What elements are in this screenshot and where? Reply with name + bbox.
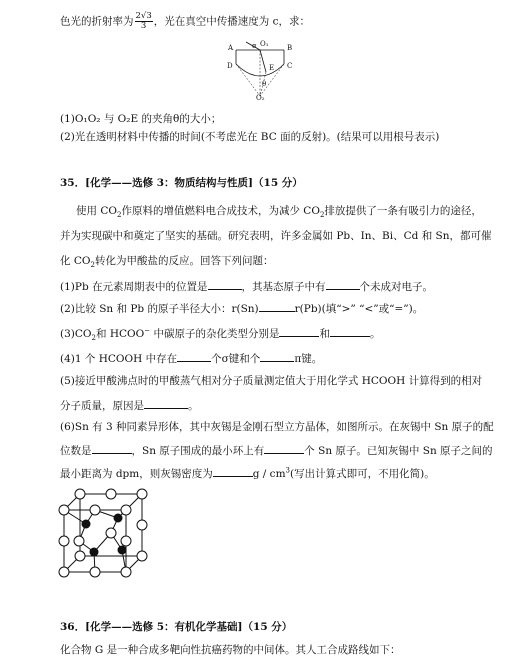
- text: 。: [188, 400, 199, 412]
- text: ，光在真空中传播速度为 c，求：: [153, 15, 310, 28]
- superscript: −: [144, 326, 151, 335]
- q36-heading: [60, 620, 292, 634]
- answer-blank[interactable]: [92, 443, 132, 454]
- text: 最小距离为 dpm，则灰锡密度为: [60, 468, 213, 480]
- text: (1)O₁O₂ 与 O₂E 的夹角θ的大小；: [60, 113, 222, 125]
- text: 和: [319, 328, 330, 340]
- label-C: C: [287, 62, 293, 70]
- fraction-two-root-three-over-three: [135, 12, 153, 31]
- answer-blank[interactable]: [144, 398, 188, 409]
- physics-line-refractive-index: [60, 12, 310, 31]
- text: 转化为甲酸盐的反应。回答下列问题：: [94, 255, 274, 267]
- subscript: 2: [90, 261, 95, 270]
- q35-intro-line3: [60, 254, 273, 268]
- text: 位数是: [60, 445, 92, 457]
- label-alpha: α: [252, 42, 257, 50]
- text: r(Pb)(填“>” “<”或“=”)。: [294, 303, 424, 315]
- q35-intro-line2: [60, 229, 492, 243]
- text: 中碳原子的杂化类型分别是: [150, 328, 280, 340]
- text: 化合物 G 是一种合成多靶向性抗癌药物的中间体。其人工合成路线如下：: [60, 644, 401, 656]
- text: (6)Sn 有 3 种同素异形体，其中灰锡是金刚石型立方晶体，如图所示。在灰锡中 Sn 原子的配: [60, 421, 494, 433]
- text: 作原料的增值燃料电合成技术，为减少 CO: [121, 205, 320, 217]
- q35-part-6-line3: [60, 466, 435, 481]
- text: 个σ键和个: [211, 353, 261, 365]
- text: π键。: [294, 353, 323, 365]
- q35-part-5-line1: [60, 374, 482, 388]
- text: 化 CO: [60, 255, 91, 267]
- text: 36．[化学——选修 5：有机化学基础]（15 分）: [60, 621, 293, 633]
- q35-part-2: [60, 301, 423, 316]
- text: (5)接近甲酸沸点时的甲酸蒸气相对分子质量测定值大于用化学式 HCOOH 计算得到的相对: [60, 375, 483, 387]
- text: 使用 CO: [76, 205, 117, 217]
- gray-tin-crystal-figure: [58, 488, 150, 580]
- answer-blank[interactable]: [177, 351, 211, 362]
- text: 色光的折射率为: [60, 15, 134, 28]
- q35-part-6-line1: [60, 420, 494, 434]
- subscript: 2: [116, 211, 122, 220]
- text: ，其基态原子中有: [241, 281, 326, 293]
- answer-blank[interactable]: [326, 279, 360, 290]
- superscript: 3: [285, 466, 290, 475]
- answer-blank[interactable]: [264, 443, 304, 454]
- text: (3)CO: [60, 328, 92, 340]
- answer-blank[interactable]: [260, 351, 294, 362]
- optics-figure: [222, 38, 312, 100]
- fraction-numerator: 2√3: [135, 11, 152, 21]
- text: (4)1 个 HCOOH 中存在: [60, 353, 178, 365]
- text: 分子质量，原因是: [60, 400, 144, 412]
- label-O2: O₂: [256, 94, 265, 100]
- label-B: B: [287, 44, 293, 52]
- label-O1: O₁: [260, 40, 269, 48]
- text: (2)比较 Sn 和 Pb 的原子半径大小：r(Sn): [60, 303, 259, 315]
- q35-part-6-line2: [60, 443, 493, 458]
- answer-blank[interactable]: [330, 326, 370, 337]
- text: (1)Pb 在元素周期表中的位置是: [60, 281, 208, 293]
- text: (写出计算式即可，不用化简)。: [290, 468, 435, 480]
- text: 排放提供了一条有吸引力的途径，: [324, 205, 482, 217]
- label-A: A: [228, 44, 234, 52]
- text: 。: [369, 328, 381, 340]
- q35-part-5-line2: [60, 398, 199, 413]
- label-E: E: [269, 64, 275, 72]
- q35-intro-line1: [76, 204, 482, 218]
- text: 35．[化学——选修 3：物质结构与性质]（15 分）: [60, 177, 303, 189]
- text: (2)光在透明材料中传播的时间(不考虑光在 BC 面的反射)。(结果可以用根号表示): [60, 131, 440, 143]
- q35-part-4: [60, 351, 322, 366]
- text: 并为实现碳中和奠定了坚实的基础。研究表明，许多金属如 Pb、In、Bi、Cd 和 Sn，都可催: [60, 230, 492, 242]
- label-D: D: [227, 62, 233, 70]
- physics-question-1: [60, 112, 221, 126]
- answer-blank[interactable]: [208, 279, 242, 290]
- text: g / cm: [252, 468, 286, 480]
- q35-part-1: [60, 279, 433, 294]
- answer-blank[interactable]: [213, 466, 253, 477]
- text: 和 HCOO: [95, 328, 145, 340]
- label-theta: θ: [262, 80, 267, 88]
- text: 个 Sn 原子。已知灰锡中 Sn 原子之间的: [304, 445, 493, 457]
- physics-question-2: [60, 130, 439, 144]
- text: 个未成对电子。: [359, 281, 433, 293]
- subscript: 2: [319, 211, 325, 220]
- subscript: 2: [91, 334, 96, 343]
- q36-intro: [60, 643, 401, 657]
- answer-blank[interactable]: [259, 301, 295, 312]
- q35-part-3: [60, 326, 380, 341]
- fraction-denominator: 3: [140, 21, 147, 31]
- q35-heading: [60, 176, 303, 190]
- answer-blank[interactable]: [279, 326, 319, 337]
- text: ，Sn 原子围成的最小环上有: [131, 445, 265, 457]
